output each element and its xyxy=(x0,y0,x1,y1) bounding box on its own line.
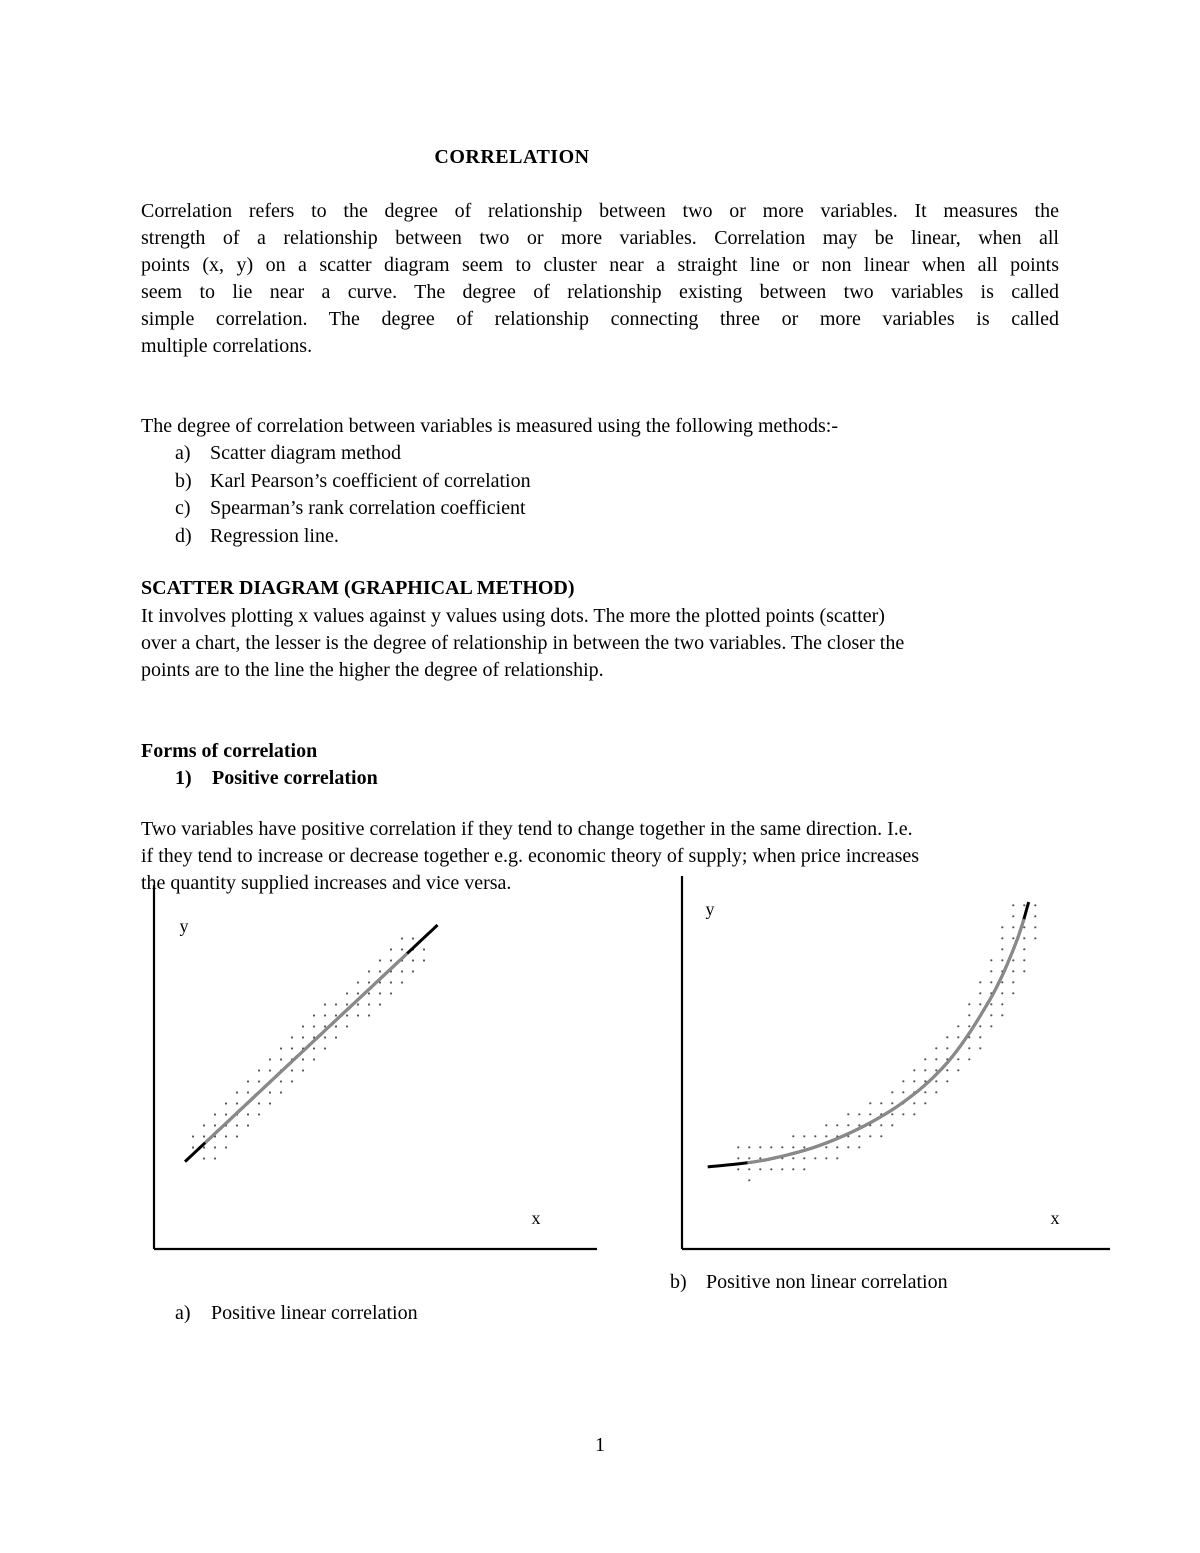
scatter-point xyxy=(203,1146,205,1148)
scatter-point xyxy=(203,1157,205,1159)
scatter-point xyxy=(313,1025,315,1027)
positive-heading-text: Positive correlation xyxy=(212,767,378,789)
scatter-point xyxy=(192,1135,194,1137)
scatter-point xyxy=(990,959,992,961)
scatter-point xyxy=(280,1091,282,1093)
forms-heading: Forms of correlation xyxy=(141,740,318,762)
scatter-point xyxy=(748,1168,750,1170)
chart-positive-nonlinear xyxy=(682,876,1110,1249)
scatter-point xyxy=(269,1058,271,1060)
scatter-point xyxy=(781,1168,783,1170)
scatter-point xyxy=(379,970,381,972)
caption-text: Positive non linear correlation xyxy=(706,1271,948,1293)
scatter-point xyxy=(979,1003,981,1005)
scatter-point xyxy=(214,1157,216,1159)
scatter-point xyxy=(379,1003,381,1005)
scatter-point xyxy=(836,1157,838,1159)
scatter-point xyxy=(247,1091,249,1093)
scatter-point xyxy=(1001,959,1003,961)
scatter-point xyxy=(825,1135,827,1137)
scatter-point xyxy=(346,1014,348,1016)
page-title: CORRELATION xyxy=(434,146,590,168)
scatter-point xyxy=(1012,959,1014,961)
scatter-point xyxy=(924,1091,926,1093)
scatter-point xyxy=(979,1025,981,1027)
scatter-point xyxy=(913,1102,915,1104)
scatter-point xyxy=(1001,937,1003,939)
scatter-point xyxy=(891,1113,893,1115)
scatter-point xyxy=(335,1014,337,1016)
scatter-point xyxy=(1012,981,1014,983)
scatter-point xyxy=(836,1124,838,1126)
scatter-point xyxy=(979,981,981,983)
scatter-point xyxy=(269,1102,271,1104)
scatter-point xyxy=(313,1058,315,1060)
scatter-point xyxy=(946,1080,948,1082)
scatter-point xyxy=(990,981,992,983)
scatter-point xyxy=(247,1080,249,1082)
scatter-point xyxy=(737,1157,739,1159)
scatter-point xyxy=(880,1124,882,1126)
scatter-point xyxy=(803,1157,805,1159)
scatter-point xyxy=(803,1135,805,1137)
scatter-point xyxy=(236,1091,238,1093)
scatter-point xyxy=(368,981,370,983)
scatter-point xyxy=(401,937,403,939)
scatter-point xyxy=(1034,926,1036,928)
scatter-heading: SCATTER DIAGRAM (GRAPHICAL METHOD) xyxy=(141,577,575,599)
caption-a xyxy=(175,1300,418,1327)
scatter-point xyxy=(935,1080,937,1082)
scatter-point xyxy=(935,1069,937,1071)
scatter-line: over a chart, the lesser is the degree of relationship in between the two variables. The closer the xyxy=(141,632,905,654)
scatter-point xyxy=(990,1025,992,1027)
scatter-point xyxy=(803,1146,805,1148)
trend-line-outline xyxy=(708,902,1029,1167)
scatter-point xyxy=(759,1157,761,1159)
scatter-point xyxy=(258,1102,260,1104)
scatter-point xyxy=(258,1080,260,1082)
scatter-point xyxy=(324,1025,326,1027)
scatter-point xyxy=(1023,948,1025,950)
positive-line: the quantity supplied increases and vice versa. xyxy=(141,872,512,894)
scatter-point xyxy=(412,937,414,939)
scatter-point xyxy=(847,1146,849,1148)
scatter-point xyxy=(781,1146,783,1148)
methods-intro: The degree of correlation between variables is measured using the following methods:- xyxy=(141,415,838,437)
y-axis-label: y xyxy=(705,899,715,919)
scatter-point xyxy=(368,992,370,994)
scatter-point xyxy=(902,1091,904,1093)
scatter-point xyxy=(1012,926,1014,928)
scatter-point xyxy=(412,959,414,961)
scatter-point xyxy=(324,1003,326,1005)
scatter-point xyxy=(858,1124,860,1126)
scatter-point xyxy=(935,1047,937,1049)
scatter-point xyxy=(792,1146,794,1148)
scatter-point xyxy=(957,1069,959,1071)
scatter-point xyxy=(1023,959,1025,961)
positive-line: Two variables have positive correlation if they tend to change together in the same direction. I.e. xyxy=(141,818,913,840)
scatter-point xyxy=(935,1091,937,1093)
scatter-point xyxy=(346,992,348,994)
scatter-point xyxy=(968,1047,970,1049)
scatter-point xyxy=(880,1102,882,1104)
scatter-point xyxy=(924,1058,926,1060)
scatter-point xyxy=(1034,915,1036,917)
list-marker: c) xyxy=(175,497,191,519)
scatter-point xyxy=(913,1069,915,1071)
scatter-point xyxy=(990,1014,992,1016)
intro-line: multiple correlations. xyxy=(141,335,313,357)
scatter-point xyxy=(236,1102,238,1104)
scatter-point xyxy=(302,1058,304,1060)
scatter-point xyxy=(368,1003,370,1005)
scatter-point xyxy=(1023,904,1025,906)
list-marker: d) xyxy=(175,524,192,547)
scatter-point xyxy=(258,1113,260,1115)
positive-heading-marker: 1) xyxy=(175,767,192,789)
scatter-point xyxy=(192,1146,194,1148)
scatter-point xyxy=(357,1003,359,1005)
scatter-point xyxy=(759,1168,761,1170)
scatter-point xyxy=(203,1124,205,1126)
scatter-point xyxy=(902,1113,904,1115)
scatter-point xyxy=(225,1135,227,1137)
scatter-point xyxy=(1012,915,1014,917)
scatter-point xyxy=(247,1124,249,1126)
scatter-point xyxy=(291,1069,293,1071)
scatter-point xyxy=(869,1113,871,1115)
scatter-point xyxy=(247,1113,249,1115)
scatter-point xyxy=(368,970,370,972)
scatter-point xyxy=(1034,937,1036,939)
scatter-point xyxy=(924,1102,926,1104)
scatter-point xyxy=(957,1058,959,1060)
scatter-point xyxy=(913,1113,915,1115)
scatter-point xyxy=(737,1146,739,1148)
scatter-point xyxy=(1012,992,1014,994)
scatter-point xyxy=(401,948,403,950)
list-text: Scatter diagram method xyxy=(210,442,402,464)
scatter-point xyxy=(357,992,359,994)
scatter-point xyxy=(1001,981,1003,983)
scatter-point xyxy=(979,992,981,994)
scatter-point xyxy=(423,959,425,961)
scatter-point xyxy=(291,1047,293,1049)
scatter-point xyxy=(324,1036,326,1038)
scatter-point xyxy=(759,1146,761,1148)
scatter-point xyxy=(1001,948,1003,950)
chart-positive-linear xyxy=(154,885,597,1249)
scatter-point xyxy=(847,1124,849,1126)
scatter-point xyxy=(858,1135,860,1137)
scatter-point xyxy=(935,1058,937,1060)
scatter-point xyxy=(236,1135,238,1137)
scatter-point xyxy=(1034,904,1036,906)
scatter-point xyxy=(357,1014,359,1016)
trend-line xyxy=(205,953,407,1142)
scatter-line: points are to the line the higher the degree of relationship. xyxy=(141,659,604,681)
scatter-point xyxy=(1001,926,1003,928)
scatter-point xyxy=(302,1025,304,1027)
scatter-point xyxy=(423,948,425,950)
list-marker: a) xyxy=(175,442,191,464)
scatter-point xyxy=(748,1157,750,1159)
x-axis-label: x xyxy=(531,1208,541,1228)
scatter-point xyxy=(280,1058,282,1060)
scatter-point xyxy=(891,1124,893,1126)
scatter-point xyxy=(313,1014,315,1016)
scatter-point xyxy=(770,1168,772,1170)
scatter-point xyxy=(902,1080,904,1082)
scatter-point xyxy=(214,1146,216,1148)
scatter-point xyxy=(412,970,414,972)
y-axis-label: y xyxy=(179,916,189,936)
scatter-point xyxy=(258,1069,260,1071)
scatter-point xyxy=(401,981,403,983)
scatter-point xyxy=(335,1003,337,1005)
scatter-point xyxy=(836,1146,838,1148)
scatter-point xyxy=(803,1168,805,1170)
scatter-point xyxy=(1001,992,1003,994)
scatter-point xyxy=(979,1036,981,1038)
scatter-point xyxy=(748,1179,750,1181)
scatter-line: It involves plotting x values against y values using dots. The more the plotted points (scatter) xyxy=(141,605,885,627)
scatter-point xyxy=(346,1003,348,1005)
positive-line: if they tend to increase or decrease together e.g. economic theory of supply; when price increases xyxy=(141,845,920,867)
scatter-point xyxy=(891,1091,893,1093)
scatter-point xyxy=(737,1168,739,1170)
scatter-point xyxy=(225,1102,227,1104)
intro-line: Correlation refers to the degree of relationship between two or more variables. It measures the xyxy=(141,200,1059,222)
scatter-point xyxy=(1012,904,1014,906)
intro-line: seem to lie near a curve. The degree of relationship existing between two variables is called xyxy=(141,281,1059,303)
scatter-point xyxy=(1023,937,1025,939)
scatter-point xyxy=(335,1036,337,1038)
scatter-point xyxy=(990,970,992,972)
scatter-point xyxy=(390,981,392,983)
scatter-point xyxy=(770,1146,772,1148)
scatter-point xyxy=(379,959,381,961)
x-axis-label: x xyxy=(1050,1208,1060,1228)
scatter-point xyxy=(269,1069,271,1071)
list-text: Regression line. xyxy=(210,524,339,547)
page-number: 1 xyxy=(595,1434,605,1456)
scatter-point xyxy=(302,1069,304,1071)
scatter-point xyxy=(825,1146,827,1148)
scatter-point xyxy=(236,1124,238,1126)
scatter-point xyxy=(335,1025,337,1027)
scatter-point xyxy=(924,1069,926,1071)
scatter-point xyxy=(401,970,403,972)
caption-text: Positive linear correlation xyxy=(211,1302,418,1324)
scatter-point xyxy=(869,1102,871,1104)
scatter-point xyxy=(214,1124,216,1126)
scatter-point xyxy=(880,1135,882,1137)
scatter-point xyxy=(957,1025,959,1027)
caption-marker: a) xyxy=(175,1302,191,1324)
scatter-point xyxy=(825,1157,827,1159)
scatter-point xyxy=(390,948,392,950)
scatter-point xyxy=(968,1058,970,1060)
caption-marker: b) xyxy=(670,1271,687,1293)
scatter-point xyxy=(269,1091,271,1093)
scatter-point xyxy=(280,1047,282,1049)
scatter-point xyxy=(1012,937,1014,939)
scatter-point xyxy=(346,1025,348,1027)
scatter-point xyxy=(946,1036,948,1038)
scatter-point xyxy=(814,1135,816,1137)
scatter-point xyxy=(291,1080,293,1082)
caption-b xyxy=(670,1269,948,1296)
scatter-point xyxy=(858,1113,860,1115)
intro-line: points (x, y) on a scatter diagram seem to cluster near a straight line or non linear when all points xyxy=(141,254,1059,276)
scatter-point xyxy=(225,1113,227,1115)
scatter-point xyxy=(946,1047,948,1049)
scatter-point xyxy=(847,1113,849,1115)
scatter-point xyxy=(957,1036,959,1038)
scatter-point xyxy=(379,981,381,983)
scatter-point xyxy=(324,1047,326,1049)
scatter-point xyxy=(203,1135,205,1137)
scatter-point xyxy=(1012,970,1014,972)
scatter-point xyxy=(891,1102,893,1104)
scatter-point xyxy=(869,1135,871,1137)
scatter-point xyxy=(1023,926,1025,928)
scatter-point xyxy=(390,992,392,994)
scatter-point xyxy=(968,1003,970,1005)
intro-line: strength of a relationship between two or more variables. Correlation may be linear, when all xyxy=(141,227,1059,249)
intro-line: simple correlation. The degree of relationship connecting three or more variables is called xyxy=(141,308,1059,330)
scatter-point xyxy=(291,1036,293,1038)
scatter-point xyxy=(968,1025,970,1027)
scatter-point xyxy=(368,1014,370,1016)
scatter-point xyxy=(324,1014,326,1016)
scatter-point xyxy=(1001,1003,1003,1005)
list-text: Karl Pearson’s coefficient of correlation xyxy=(210,469,531,492)
scatter-point xyxy=(379,992,381,994)
scatter-point xyxy=(302,1036,304,1038)
scatter-point xyxy=(1001,1014,1003,1016)
scatter-point xyxy=(858,1146,860,1148)
scatter-point xyxy=(792,1157,794,1159)
scatter-point xyxy=(814,1157,816,1159)
scatter-point xyxy=(792,1135,794,1137)
trend-line xyxy=(747,919,1024,1163)
scatter-point xyxy=(214,1113,216,1115)
scatter-point xyxy=(913,1080,915,1082)
scatter-point xyxy=(313,1047,315,1049)
scatter-point xyxy=(1023,970,1025,972)
scatter-point xyxy=(357,981,359,983)
scatter-point xyxy=(748,1146,750,1148)
scatter-point xyxy=(979,1047,981,1049)
scatter-point xyxy=(792,1168,794,1170)
scatter-point xyxy=(990,1003,992,1005)
scatter-point xyxy=(225,1146,227,1148)
list-marker: b) xyxy=(175,469,192,492)
scatter-point xyxy=(946,1069,948,1071)
scatter-point xyxy=(280,1080,282,1082)
list-text: Spearman’s rank correlation coefficient xyxy=(210,497,526,519)
scatter-point xyxy=(968,1014,970,1016)
scatter-point xyxy=(825,1124,827,1126)
scatter-point xyxy=(390,959,392,961)
